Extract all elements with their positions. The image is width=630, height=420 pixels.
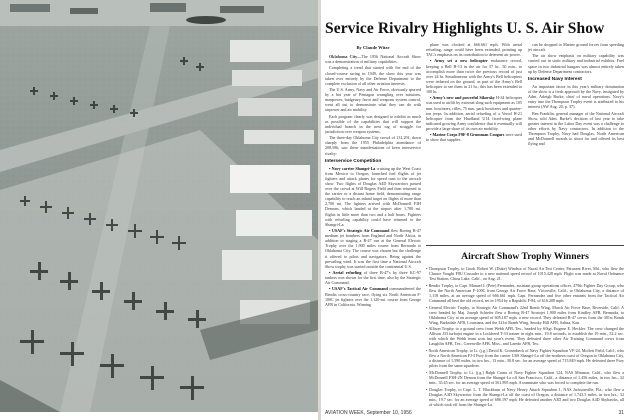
bullet-lead: • Marine Corps F9F-8 Grumman Cougars [430,132,506,138]
footer-publication: AVIATION WEEK, September 10, 1956 [325,410,412,416]
paragraph-text: plane was clocked at 666.661 mph. With aerial refueling, range could have been extended, pointing up TAC's emphasis on its contribution to deterrent air power. [426,42,522,58]
paragraph-text: Each program clearly was designed to exhibit as much as possible of the capabilities that will support the individual branch in the next tug of struggle for jurisdiction over weapon systems. [325,113,421,134]
paragraph-text: cruising up the West Coast from Mexico to Oregon, launched fuel flights of jet fighters and attack planes for speed runs to the aircraft show. Two flights of Douglas A4D Skywarriors passed over the crowd at Will Rogers Field and then returned to the carrier or a distant home field, demonstrating range capability to reach an inland target on flights of more than 2,700 mi. The fighters arrived with McDonnell F3H Demons, which landed at the airport after 1,700 mi. flights in little more than two and a half hours. Fighters with refueling capability could have returned to the Shangri-La. [325,165,421,227]
paragraph-text: The 1956 National Aircraft Show was a demonstration of military capabilities. [325,54,421,65]
paragraph [426,95,522,131]
paragraph-text: endurance record, keeping a Bell H-13 in the air for 57 hr., 50 min., to accomplish more than twice the previous record of just over 24 hr. Simultaneous with the Army's Bell helicopters were tethered on the ground, as part of the Army's Bell helicopter to see them in 21 hr.; this has been extended to 100 hr. [426,58,522,95]
trophy-entry: • North American Trophy, to Lt. (j.g.) David K. Grosenbeck of Navy Fighter Squadron VF-24, Moffett Field, Calif., who flew a North American FJ-3 Fury from the carrier USS Shangri-La off the northern coast of Oregon to Oklahoma City, a distance of 1,590 miles, in two hrs., 13 min., 30.8 sec. for an average speed of 715.849 mph. He defeated three Fury pilots from the same squadron. [426,348,624,369]
paragraph [325,135,421,155]
paragraph-text: The U.S. Army, Navy and Air Force, obviously spurred by a hot year of Pentagon wrangling over missions, manpower, budgetary favor and weapons system control, went all out to demonstrate what they can do with airpower and air mobility. [325,87,421,113]
paragraph [426,132,522,142]
paragraph [528,42,624,52]
bullet-lead: • Navy carrier Shangri-La [329,165,377,171]
box-body [426,266,624,407]
trophy-entry: • General Electric Trophy, to Strategic Air Command's 22nd Bomb Wing, March Air Force Base, Riverside, Calif. A crew headed by Maj. Joseph Schiefer flew a Boeing B-47 Stratojet 1,900 miles from Kindley AFB, Bermuda, to Oklahoma City at an average speed of 605.187 mph, a new record. They defeated B-47 crews from the 301st Bomb Wing, Barksdale AFB, Louisiana, and the 321st Bomb Wing, Smoky Hill AFB, Salina, Kan. [426,304,624,325]
article-column-1 [325,42,421,308]
paragraph [426,58,522,94]
trophy-entry: • Thompson Trophy, to Cmdr. Robert W. (Duke) Windsor of Naval Air Test Center, Patuxent River, Md., who flew the Chance Vought F8U Crusader to a new national speed record of 1015.428 mph. Flight was made at Naval Ordnance Test Station, China Lake, Calif., on Aug. 21. [426,266,624,282]
trophy-entry: • Allison Trophy, to a ground crew from Webb AFB, Tex., headed by S/Sgt. Eugene E. Heckler. The crew changed the Allison J33 turbojet engine in a Lockheed T-33 trainer in eight min., 19.8 seconds, to establish the 19 min., 52.2 sec. with which the Webb team won last year's event. They defeated three other Air Training Command crews from Laughlin AFB, Tex., Greenville AFB, Miss., and Laredo AFB, Tex. [426,326,624,347]
article-column-3 [528,42,624,147]
bullet-lead: • Army's new and powerful Sikorsky [430,95,497,101]
bullet-lead: • Army set a new helicopter [430,58,491,64]
paragraph [325,286,421,306]
subheading: Interservice Competition [325,158,382,164]
page-gutter [318,0,321,420]
article [325,6,624,412]
article-column-2 [426,42,522,144]
paragraph-text: can be dropped to Marine ground forces from speeding jet aircraft. [528,42,624,53]
bullet-lead: • Aerial refueling [329,269,364,275]
paragraph [325,270,421,285]
box-title: Aircraft Show Trophy Winners [461,251,589,262]
paragraph-text: The three-day Oklahoma City crowd of 131,291, down sharply from the 1955 Philadelphia attendance of 208,586, saw these manifestations of keen interservice rivalry: [325,135,421,156]
dateline: Oklahoma City— [329,54,362,60]
paragraph [325,166,421,227]
bullet-lead: • USAF's Strategic Air Command [329,228,391,234]
page-number: 31 [618,410,624,416]
paragraph-text: commandeered the Bendix cross-country race, flying six North American F-100C jet fighters over the 1,120-mi. course from George AFB in California. Winning [325,286,422,307]
subheading: Increased Navy Interest [528,76,582,82]
paragraph [528,84,624,109]
headline: Service Rivalry Highlights U. S. Air Show [325,20,605,37]
bullet-lead: • USAF's Tactical Air Command [329,286,390,292]
paragraph [325,228,421,269]
paragraph-text: Ben Franklin, general manager of the National Aircraft Show, told Adm. Burke's decision of last year to take greater interest in the Labor Day event was a challenge to other efforts by Navy contractors. In addition to the Thompson Trophy, Navy had Douglas, North American and McDonnell awards to shoot for and offered its best flying and [528,110,624,147]
trophy-entry: • Douglas Trophy, to Capt. L. T. Blackburn of Navy Heavy Attack Squadron 1, NAS Jacksonville, Fla., who flew a Douglas A3D Skywarrior from the Shangri-La off the coast of Oregon, a distance of 1,743.5 miles, in two hrs., 32 min., 19.7 sec. for an average speed of 686.197 mph. He defeated another A3D and two Douglas A4D Skyhawks, all of which took off from the Shangri-La. [426,386,624,407]
paragraph [325,114,421,134]
paragraph-text: An important factor in this year's military domination of the show is a fresh approach by the Navy, instigated by Adm. Arleigh Burke, chief of naval operations. Navy's entry into the Thompson Trophy event is attributed to his interest (AW Aug. 20, p. 37). [528,83,624,110]
paragraph [528,111,624,147]
paragraph-text: The air show emphasis on military capability was carried out in static military and industrial exhibits. Fuel space in two industrial hangars was almost entirely taken up by Defense Department contractors. [528,53,624,74]
trophy-winners-box [426,245,624,412]
paragraph [325,87,421,112]
article-columns [325,42,624,412]
byline: By Claude Witze [356,45,390,50]
trophy-entry: • Bendix Trophy, to Capt. Manuel J. (Pete) Fernandez, assistant group operations officer, 479th Fighter Day Group, who flew the North American F-100C from George Air Force Base, Victorville, Calif., to Oklahoma City, a distance of 1,118 miles, at an average speed of 666.661 mph. Capt. Fernandez and five other entrants from the Tactical Air Command all beat the old record, set in 1954 by a Republic F-84, of 616.208 mph. [426,282,624,303]
paragraph [325,54,421,64]
trophy-entry: • McDonnell Trophy, to Lt. (j.g.) Ralph Carna of Navy Fighter Squadron 124, NAS Miramar, Calif., who flew a McDonnell F3H-2N Demon from the Shangri-La off San Francisco, Calif., a distance of 1,456 miles, in two hrs., 32 min., 35.45 sec. for an average speed of 561.895 mph. A teammate who was forced to complete the run. [426,369,624,385]
paragraph [325,65,421,85]
aerial-airfield-photo [0,0,318,412]
paragraph [528,53,624,73]
paragraph-text: flew Boeing B-47 medium jet bombers from England and North Africa, in addition to staging a B-47 run at the General Electric Trophy over the 1,900 miles course from Bermuda to Oklahoma City. The course was chosen but the challenge it offered to pilots and navigators. Being against the prevailing wind. It was the first time a National Aircraft Show trophy was started outside the continental U.S. [325,228,421,269]
paragraph-text: H-34 helicopter was used to airlift by external sling such equipment as 105 mm. howitzers, rifles, 75 mm. pack howitzers and quarter-ton jeeps. In addition, aerial refueling of a Vertol H-21 helicopter from the Hurdland U14 fixed-wing plane indicated growing Army confidence that it eventually will provide a large share of its own air mobility. [426,95,523,131]
paragraph-text: were used to show that supplies [426,132,523,143]
paragraph-text: Completing a trend that started with the end of the closed-course racing in 1949, the show this year was taken over entirely by the Defense Department to the complete exclusion of all other aviation interests. [325,65,421,86]
paragraph-text: of three B-47's by three KC-97 tankers was shown for the first time, also by the Strategic Air Command. [325,269,421,286]
paragraph [426,42,522,57]
